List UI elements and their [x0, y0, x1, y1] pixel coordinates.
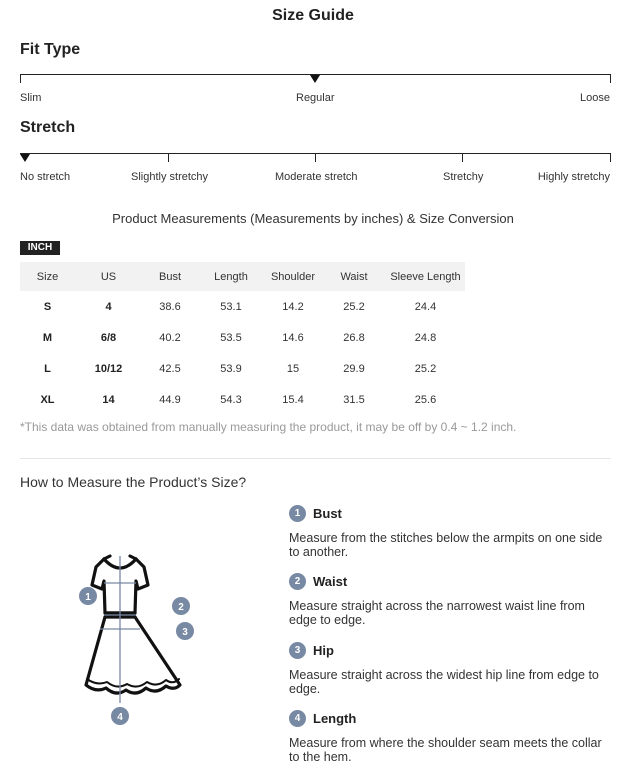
stretch-tick-moderate — [315, 153, 316, 162]
cell-us: 6/8 — [100, 331, 117, 344]
measure-name: Length — [313, 710, 357, 726]
cell-shoulder: 14.6 — [282, 331, 304, 344]
measure-description: Measure from where the shoulder seam meets the collar to the hem. — [289, 736, 602, 764]
fit-tick-loose — [610, 74, 611, 83]
measure-number: 1 — [289, 505, 306, 522]
measure-name: Hip — [313, 642, 334, 658]
size-table — [20, 262, 465, 415]
cell-waist: 29.9 — [343, 362, 365, 375]
measure-item-waist — [289, 571, 619, 627]
cell-shoulder: 15.4 — [282, 393, 304, 406]
stretch-tick-highly — [610, 153, 611, 162]
col-header-shoulder: Shoulder — [264, 262, 322, 291]
col-header-length: Length — [198, 262, 264, 291]
col-header-bust: Bust — [142, 262, 198, 291]
cell-size: M — [42, 331, 53, 344]
marker-label-length: 4 — [117, 712, 123, 723]
measurements-title: Product Measurements (Measurements by inches) & Size Conversion — [112, 211, 514, 226]
measure-description: Measure straight across the narrowest waist line from edge to edge. — [289, 599, 585, 627]
measure-description: Measure straight across the widest hip line from edge to edge. — [289, 668, 599, 696]
section-divider — [20, 458, 611, 459]
measure-item-bust — [289, 503, 619, 559]
stretch-label-stretchy: Stretchy — [443, 171, 484, 183]
marker-label-hip: 3 — [182, 627, 188, 638]
cell-length: 53.1 — [220, 300, 242, 313]
cell-sleeve-length: 25.2 — [414, 362, 437, 375]
cell-size: L — [44, 362, 51, 375]
cell-waist: 26.8 — [343, 331, 365, 344]
marker-label-bust: 1 — [85, 592, 91, 603]
cell-shoulder: 14.2 — [282, 300, 304, 313]
cell-sleeve-length: 24.8 — [414, 331, 437, 344]
marker-label-waist: 2 — [178, 602, 184, 613]
col-header-us: US — [75, 262, 142, 291]
table-row — [20, 322, 465, 353]
measurement-note: *This data was obtained from manually measuring the product, it may be off by 0.4 ~ 1.2 inch. — [20, 420, 517, 434]
measure-name: Bust — [313, 505, 342, 521]
table-row — [20, 353, 465, 384]
cell-waist: 25.2 — [343, 300, 365, 313]
cell-bust: 44.9 — [159, 393, 181, 406]
measure-number: 4 — [289, 710, 306, 727]
stretch-label-none: No stretch — [20, 171, 71, 183]
table-row — [20, 291, 465, 322]
cell-size: S — [43, 300, 52, 313]
measure-name: Waist — [313, 573, 348, 589]
how-to-measure-heading: How to Measure the Product’s Size? — [20, 474, 247, 490]
col-header-sleeve-length: Sleeve Length — [386, 262, 465, 291]
fit-type-heading: Fit Type — [20, 41, 81, 58]
stretch-label-highly: Highly stretchy — [537, 171, 610, 183]
cell-us: 14 — [102, 393, 115, 406]
cell-us: 10/12 — [94, 362, 123, 375]
stretch-marker — [20, 154, 30, 162]
fit-type-marker — [310, 75, 320, 83]
measure-number: 3 — [289, 642, 306, 659]
cell-bust: 42.5 — [159, 362, 181, 375]
stretch-tick-stretchy — [462, 153, 463, 162]
measure-description: Measure from the stitches below the armpits on one side to another. — [289, 531, 603, 559]
fit-label-regular: Regular — [296, 92, 335, 104]
cell-waist: 31.5 — [343, 393, 365, 406]
unit-tab-inch[interactable]: INCH — [20, 241, 60, 255]
fit-label-slim: Slim — [20, 92, 42, 104]
measure-item-length — [289, 708, 619, 764]
measure-number: 2 — [289, 573, 306, 590]
table-row — [20, 384, 465, 415]
stretch-tick-slightly — [168, 153, 169, 162]
fit-tick-slim — [20, 74, 21, 83]
cell-size: XL — [40, 393, 55, 406]
cell-bust: 38.6 — [159, 300, 181, 313]
measure-item-hip — [289, 640, 619, 696]
stretch-label-moderate: Moderate stretch — [275, 171, 358, 183]
size-table-header — [20, 262, 465, 291]
cell-sleeve-length: 25.6 — [414, 393, 437, 406]
stretch-label-slightly: Slightly stretchy — [131, 171, 209, 183]
cell-length: 54.3 — [220, 393, 242, 406]
fit-label-loose: Loose — [580, 92, 610, 104]
cell-us: 4 — [105, 300, 112, 313]
dress-diagram — [70, 545, 220, 730]
cell-shoulder: 15 — [286, 362, 300, 375]
col-header-size: Size — [20, 262, 75, 291]
cell-length: 53.5 — [220, 331, 242, 344]
page-title: Size Guide — [272, 7, 354, 24]
cell-bust: 40.2 — [159, 331, 181, 344]
col-header-waist: Waist — [322, 262, 386, 291]
cell-length: 53.9 — [220, 362, 242, 375]
stretch-heading: Stretch — [20, 119, 76, 136]
cell-sleeve-length: 24.4 — [414, 300, 437, 313]
